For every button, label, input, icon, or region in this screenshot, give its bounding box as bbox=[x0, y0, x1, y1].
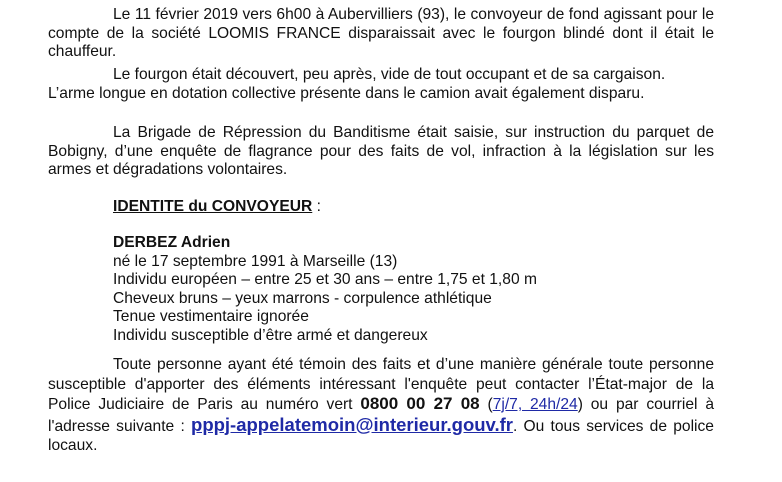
paragraph-van-found bbox=[48, 66, 714, 103]
paragraph-investigation: La Brigade de Répression du Banditisme était saisie, sur instruction du parquet de Bobigny, d’une enquête de flagrance pour des faits de vol, infraction à la législation sur les armes et dégradations volontaires. bbox=[48, 124, 714, 178]
contact-text: Toute personne ayant été témoin des faits et d’une manière générale toute personne susceptible d'apporter des éléments intéressant l'enquête peut contacter l’État-major de la Police Judiciaire de Paris au numéro vert bbox=[48, 356, 714, 413]
identity-line: Tenue vestimentaire ignorée bbox=[113, 308, 309, 325]
identity-heading-label: IDENTITE du CONVOYEUR bbox=[113, 198, 313, 215]
identity-line: Individu européen – entre 25 et 30 ans – entre 1,75 et 1,80 m bbox=[113, 271, 537, 288]
paragraph-contact bbox=[48, 355, 714, 456]
phone-number: 0800 00 27 08 bbox=[360, 394, 480, 413]
identity-line: Individu susceptible d’être armé et dangereux bbox=[113, 326, 428, 344]
weapon-missing-line: L’arme longue en dotation collective présente dans le camion avait également disparu. bbox=[48, 84, 645, 102]
email-link[interactable]: pppj-appelatemoin@interieur.gouv.fr bbox=[191, 413, 513, 435]
suspect-name: DERBEZ Adrien bbox=[113, 234, 231, 251]
contact-text: ( bbox=[479, 396, 493, 413]
contact-text: . Ou tous services de police locaux. bbox=[48, 417, 714, 454]
identity-heading bbox=[113, 198, 321, 217]
identity-line: Cheveux bruns – yeux marrons - corpulence athlétique bbox=[113, 289, 492, 307]
availability-hours: 7j/7, 24h/24 bbox=[492, 396, 578, 413]
identity-heading-suffix: : bbox=[312, 198, 321, 215]
identity-block bbox=[113, 234, 537, 345]
paragraph-incident: Le 11 février 2019 vers 6h00 à Aubervilliers (93), le convoyeur de fond agissant pour le compte de la société LOOMIS FRANCE disparaissait avec le fourgon blindé dont il était le chauffeur. bbox=[48, 6, 714, 60]
identity-line: né le 17 septembre 1991 à Marseille (13) bbox=[113, 252, 398, 270]
contact-text: ) ou par courriel à l'adresse suivante : bbox=[48, 396, 714, 435]
van-found-line: Le fourgon était découvert, peu après, vide de tout occupant et de sa cargaison. bbox=[113, 66, 666, 83]
